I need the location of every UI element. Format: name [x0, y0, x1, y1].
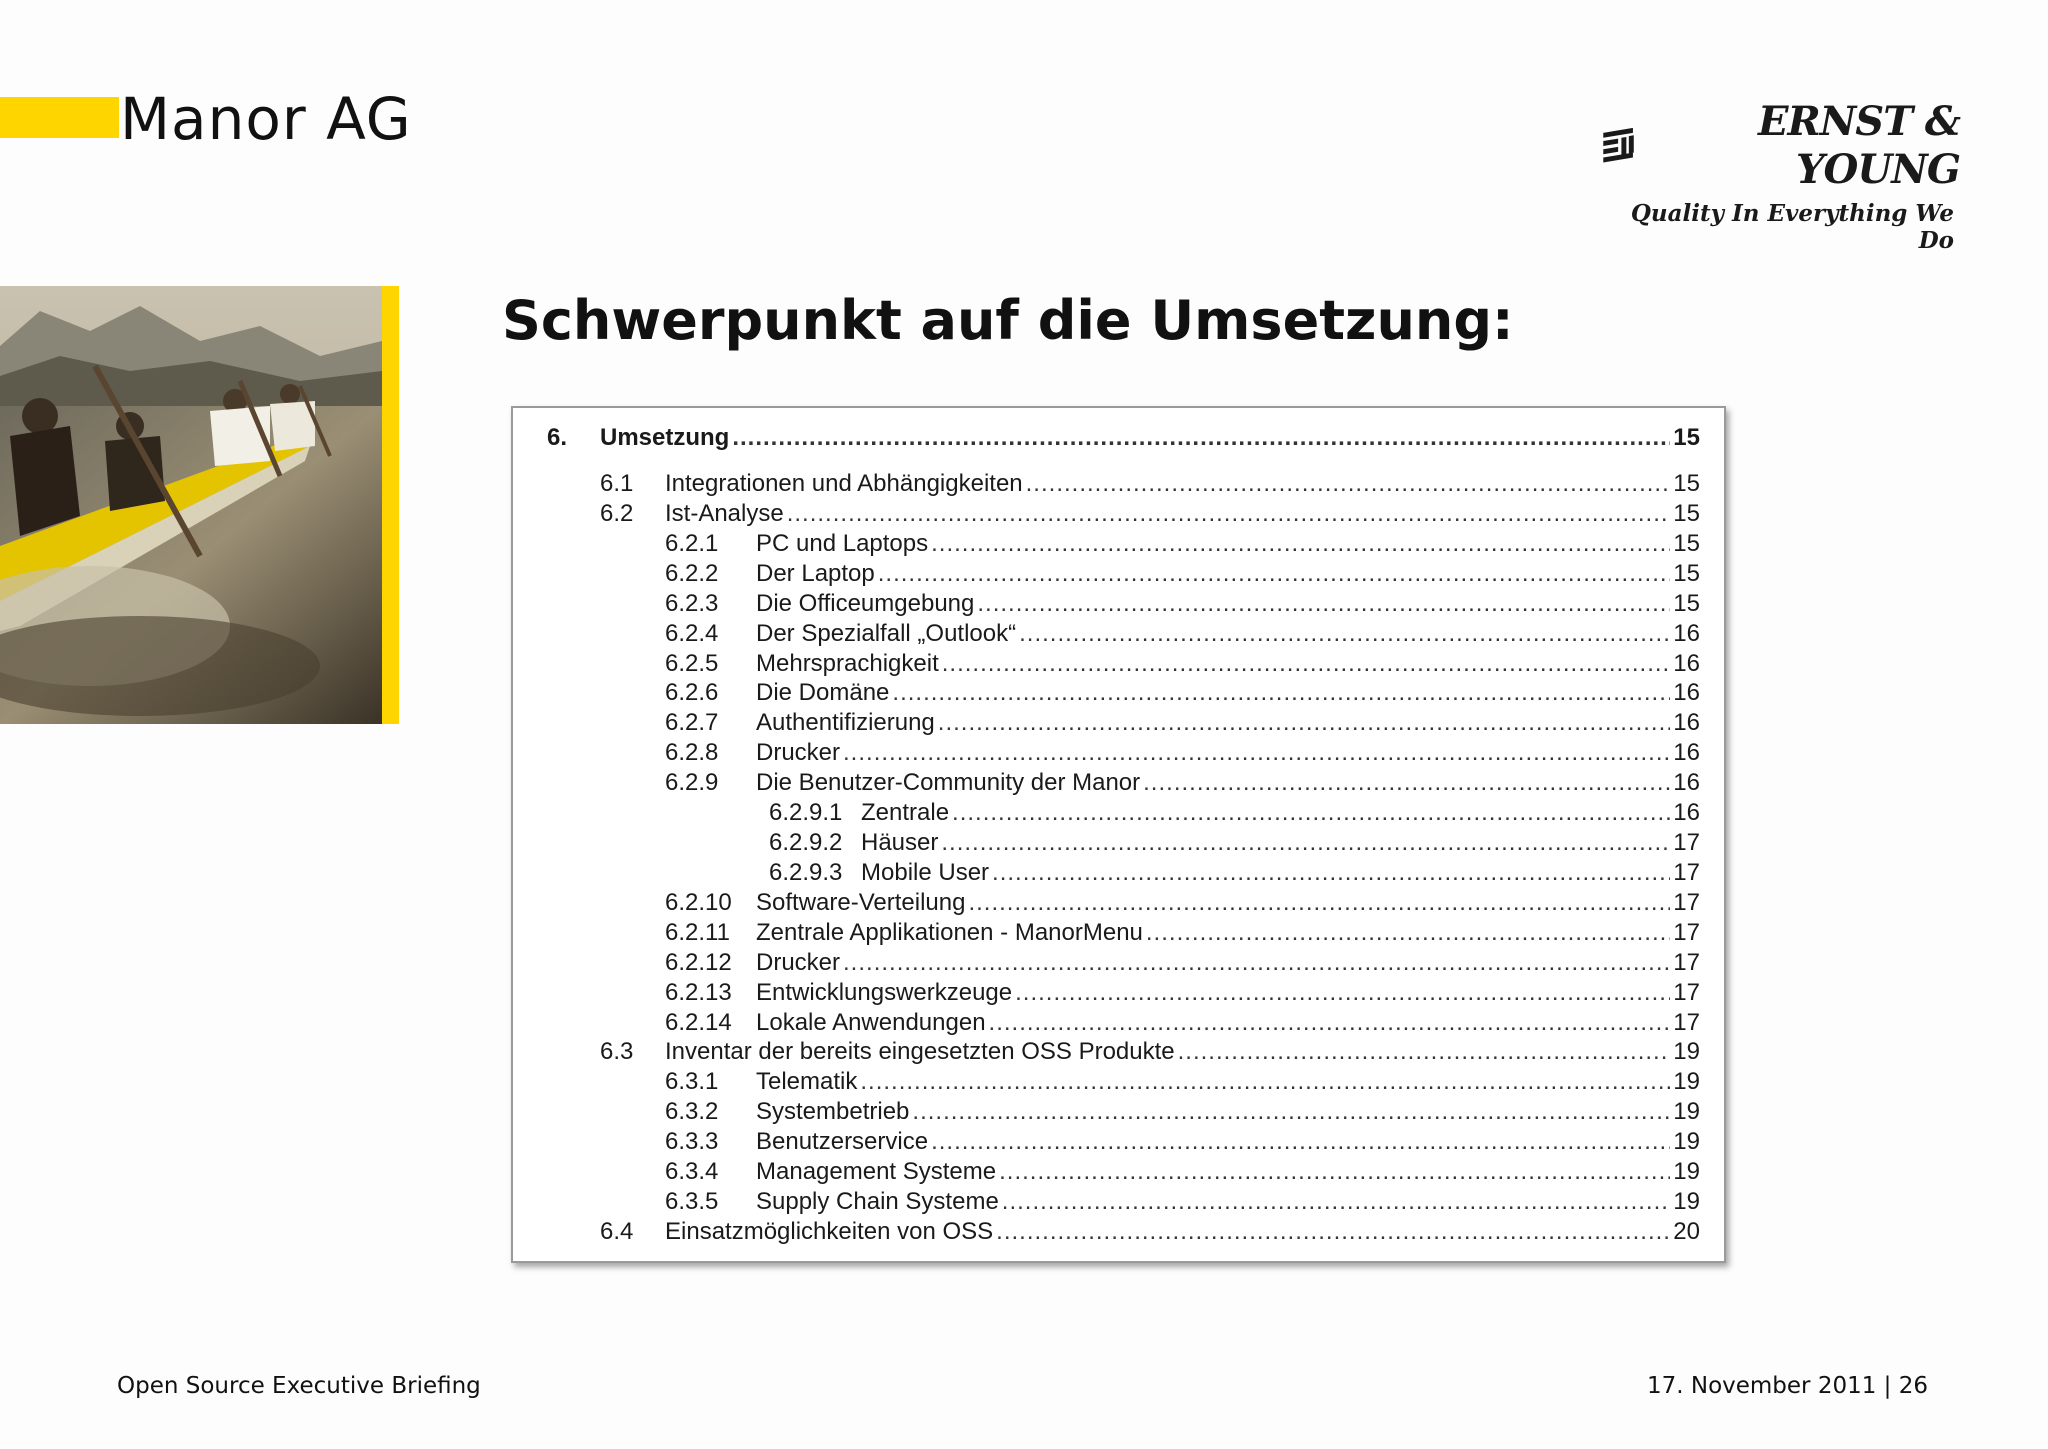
toc-dot-leader — [892, 679, 1670, 707]
toc-entry-title: Der Laptop — [756, 559, 875, 587]
toc-entry — [665, 620, 1700, 650]
toc-dot-leader — [992, 859, 1670, 887]
toc-dot-leader — [968, 889, 1670, 917]
photo-accent-stripe — [382, 286, 399, 724]
toc-entry — [769, 799, 1700, 829]
toc-entry-page: 16 — [1673, 709, 1700, 737]
logo-tagline: Quality In Everything We Do — [1630, 200, 1954, 254]
toc-entry-title: Drucker — [756, 948, 841, 976]
toc-dot-leader — [999, 1158, 1670, 1186]
toc-entry-page: 16 — [1673, 769, 1700, 797]
toc-entry — [665, 769, 1700, 799]
toc-entry-page: 15 — [1673, 499, 1700, 527]
toc-entry-page: 17 — [1673, 948, 1700, 976]
toc-entry-title: Supply Chain Systeme — [756, 1188, 999, 1216]
toc-entry-page: 16 — [1673, 619, 1700, 647]
accent-bar — [0, 97, 119, 138]
toc-entry-page: 15 — [1673, 559, 1700, 587]
toc-entry-title: Benutzerservice — [756, 1128, 929, 1156]
toc-entry-number: 6.2 — [600, 499, 634, 527]
toc-dot-leader — [996, 1218, 1670, 1246]
toc-entry — [600, 470, 1700, 500]
toc-entry-page: 19 — [1673, 1038, 1700, 1066]
toc-entry-page: 15 — [1673, 470, 1700, 497]
toc-entry-number: 6.2.10 — [665, 888, 732, 916]
toc-entry-page: 19 — [1673, 1158, 1700, 1186]
toc-entry-title: Die Officeumgebung — [756, 589, 975, 617]
toc-entry-page: 16 — [1673, 649, 1700, 677]
rowing-team-photo — [0, 286, 382, 724]
toc-entry-page: 15 — [1673, 424, 1700, 451]
toc-entry-page: 17 — [1673, 918, 1700, 946]
toc-entry-number: 6.3.2 — [665, 1098, 719, 1126]
toc-dot-leader — [1178, 1038, 1671, 1066]
toc-dot-leader — [843, 949, 1670, 977]
toc-entry-page: 16 — [1673, 739, 1700, 767]
toc-entry-title: Telematik — [756, 1068, 858, 1096]
toc-entry-title: Der Spezialfall „Outlook“ — [756, 619, 1017, 647]
toc-entry-number: 6.3.5 — [665, 1188, 719, 1216]
toc-entry — [665, 919, 1700, 949]
toc-entry-title: Ist-Analyse — [665, 499, 784, 527]
toc-dot-leader — [912, 1098, 1670, 1126]
toc-entry — [600, 1218, 1700, 1248]
toc-entry — [665, 1128, 1700, 1158]
toc-dot-leader — [787, 500, 1671, 528]
toc-entry-title: Management Systeme — [756, 1158, 997, 1186]
toc-entry-title: Mehrsprachigkeit — [756, 649, 939, 677]
toc-entry-page: 15 — [1673, 589, 1700, 617]
toc-dot-leader — [1146, 919, 1670, 947]
toc-entry-title: PC und Laptops — [756, 529, 929, 557]
toc-dot-leader — [1002, 1188, 1671, 1216]
toc-entry-number: 6.2.13 — [665, 978, 732, 1006]
toc-entry-number: 6.1 — [600, 470, 634, 497]
toc-entry — [665, 1158, 1700, 1188]
footer-title: Open Source Executive Briefing — [117, 1373, 481, 1399]
toc-dot-leader — [732, 424, 1670, 452]
toc-entry-number: 6.2.9.3 — [769, 858, 843, 886]
toc-dot-leader — [977, 590, 1670, 618]
toc-dot-leader — [843, 739, 1670, 767]
toc-entry-title: Integrationen und Abhängigkeiten — [665, 470, 1023, 497]
toc-entry-title: Umsetzung — [600, 424, 730, 451]
toc-dot-leader — [938, 709, 1671, 737]
toc-entry-page: 20 — [1673, 1218, 1700, 1245]
toc-entry-number: 6.2.2 — [665, 559, 719, 587]
toc-entry-number: 6.3 — [600, 1038, 634, 1066]
toc-dot-leader — [1026, 470, 1671, 498]
toc-entry — [769, 859, 1700, 889]
toc-entry-page: 16 — [1673, 679, 1700, 707]
toc-entry — [665, 650, 1700, 680]
toc-entry-title: Inventar der bereits eingesetzten OSS Produkte — [665, 1038, 1175, 1066]
toc-entry — [600, 1038, 1700, 1068]
toc-entry — [665, 1068, 1700, 1098]
toc-entry-title: Drucker — [756, 739, 841, 767]
logo-wordmark: ERNST & YOUNG — [1758, 98, 1960, 193]
toc-entry-number: 6.2.4 — [665, 619, 719, 647]
toc-entry-number: 6.2.8 — [665, 739, 719, 767]
ey-logo-mark-icon — [1600, 124, 1638, 168]
page-heading: Schwerpunkt auf die Umsetzung: — [502, 289, 1514, 352]
toc-dot-leader — [941, 829, 1670, 857]
toc-dot-leader — [952, 799, 1670, 827]
toc-entry-page: 19 — [1673, 1128, 1700, 1156]
toc-entry-number: 6.2.1 — [665, 529, 719, 557]
toc-entry — [665, 979, 1700, 1009]
footer-date-page: 17. November 2011 | 26 — [1646, 1373, 1928, 1399]
toc-entry — [547, 424, 1700, 454]
toc-entry-number: 6.2.9.2 — [769, 829, 843, 857]
toc-entry — [600, 500, 1700, 530]
toc-entry — [665, 1009, 1700, 1039]
toc-dot-leader — [1019, 620, 1670, 648]
slide-title: Manor AG — [120, 85, 412, 153]
toc-entry-page: 16 — [1673, 799, 1700, 827]
toc-entry — [665, 739, 1700, 769]
toc-entry-number: 6.2.7 — [665, 709, 719, 737]
toc-entry-page: 19 — [1673, 1188, 1700, 1216]
toc-entry-number: 6.2.6 — [665, 679, 719, 707]
toc-entry-number: 6.2.12 — [665, 948, 732, 976]
toc-entry-number: 6.3.4 — [665, 1158, 719, 1186]
toc-entry-title: Häuser — [861, 829, 939, 857]
toc-entry — [665, 709, 1700, 739]
toc-entry-title: Systembetrieb — [756, 1098, 910, 1126]
toc-entry-title: Zentrale Applikationen - ManorMenu — [756, 918, 1143, 946]
toc-entry-page: 17 — [1673, 978, 1700, 1006]
toc-entry — [665, 949, 1700, 979]
toc-dot-leader — [942, 650, 1671, 678]
toc-entry-title: Die Benutzer-Community der Manor — [756, 769, 1141, 797]
toc-entry-page: 17 — [1673, 1008, 1700, 1036]
toc-entry — [665, 560, 1700, 590]
toc-entry-number: 6.2.9.1 — [769, 799, 843, 827]
toc-entry-number: 6.2.14 — [665, 1008, 732, 1036]
toc-entry-number: 6.3.3 — [665, 1128, 719, 1156]
toc-dot-leader — [931, 530, 1670, 558]
toc-entry-title: Einsatzmöglichkeiten von OSS — [665, 1218, 994, 1245]
toc-entry — [665, 590, 1700, 620]
toc-entry — [665, 889, 1700, 919]
toc-entry-number: 6.3.1 — [665, 1068, 719, 1096]
toc-entry-title: Zentrale — [861, 799, 950, 827]
toc-dot-leader — [860, 1068, 1670, 1096]
toc-entry-title: Die Domäne — [756, 679, 890, 707]
toc-entry-page: 15 — [1673, 529, 1700, 557]
toc-dot-leader — [931, 1128, 1670, 1156]
toc-entry-number: 6.4 — [600, 1218, 634, 1245]
toc-entry-title: Authentifizierung — [756, 709, 935, 737]
toc-entry-number: 6. — [547, 424, 568, 451]
toc-entry-title: Entwicklungswerkzeuge — [756, 978, 1013, 1006]
toc-entry — [769, 829, 1700, 859]
toc-entry-page: 17 — [1673, 888, 1700, 916]
toc-entry — [665, 679, 1700, 709]
toc-entry-title: Lokale Anwendungen — [756, 1008, 986, 1036]
toc-entry — [665, 1098, 1700, 1128]
toc-entry-title: Software-Verteilung — [756, 888, 966, 916]
ernst-young-logo — [1600, 98, 1960, 254]
toc-dot-leader — [989, 1009, 1671, 1037]
table-of-contents-screenshot — [511, 406, 1726, 1263]
toc-dot-leader — [1015, 979, 1670, 1007]
toc-entry-page: 19 — [1673, 1098, 1700, 1126]
toc-dot-leader — [878, 560, 1671, 588]
toc-entry-title: Mobile User — [861, 858, 990, 886]
toc-entry — [665, 1188, 1700, 1218]
toc-entry-number: 6.2.9 — [665, 769, 719, 797]
toc-entry-page: 17 — [1673, 829, 1700, 857]
toc-entry — [665, 530, 1700, 560]
toc-entry-number: 6.2.5 — [665, 649, 719, 677]
toc-entry-page: 19 — [1673, 1068, 1700, 1096]
toc-entry-number: 6.2.11 — [665, 918, 730, 946]
toc-entry-number: 6.2.3 — [665, 589, 719, 617]
toc-dot-leader — [1143, 769, 1670, 797]
toc-entry-page: 17 — [1673, 858, 1700, 886]
